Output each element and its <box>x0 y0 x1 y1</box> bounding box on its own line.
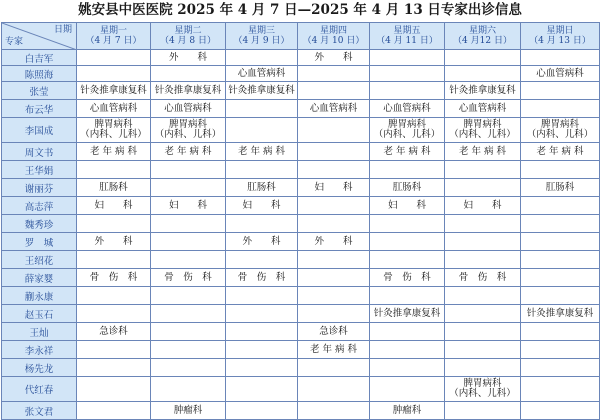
department-label: 骨 伤 科 <box>89 271 138 283</box>
schedule-cell <box>77 305 151 323</box>
schedule-cell <box>77 287 151 305</box>
date-label: （4 月 8 日） <box>159 36 217 46</box>
schedule-cell <box>370 118 445 143</box>
doctor-name: 薛家婴 <box>2 269 77 287</box>
schedule-cell <box>445 66 521 82</box>
table-row <box>2 161 600 179</box>
doctor-name: 代红春 <box>2 377 77 402</box>
schedule-cell <box>226 100 298 118</box>
schedule-table <box>1 22 600 420</box>
schedule-cell <box>226 251 298 269</box>
department-label: 肿瘤科 <box>173 404 203 416</box>
schedule-cell <box>521 179 600 197</box>
schedule-cell <box>370 341 445 359</box>
schedule-cell <box>77 269 151 287</box>
schedule-cell <box>370 50 445 66</box>
department-label: 外 科 <box>94 235 133 247</box>
department-label: 脾胃病科 （内科、儿科） <box>80 119 147 140</box>
table-row <box>2 66 600 82</box>
schedule-cell <box>298 215 370 233</box>
schedule-cell <box>151 269 226 287</box>
header-day-6 <box>445 23 521 50</box>
schedule-cell <box>77 179 151 197</box>
schedule-cell <box>298 233 370 251</box>
department-label: 老 年 病 科 <box>536 145 584 157</box>
schedule-cell <box>77 161 151 179</box>
schedule-cell <box>445 341 521 359</box>
department-label: 心血管病科 <box>536 67 584 79</box>
header-day-1 <box>77 23 151 50</box>
schedule-cell <box>226 341 298 359</box>
table-row <box>2 269 600 287</box>
schedule-cell <box>521 305 600 323</box>
department-label: 肛肠科 <box>392 181 422 193</box>
schedule-cell <box>521 161 600 179</box>
schedule-cell <box>226 118 298 143</box>
schedule-cell <box>77 377 151 402</box>
schedule-cell <box>151 100 226 118</box>
doctor-name: 王绍花 <box>2 251 77 269</box>
schedule-cell <box>226 233 298 251</box>
department-label: 急诊科 <box>99 325 128 337</box>
department-label: 肛肠科 <box>99 181 128 193</box>
schedule-cell <box>370 377 445 402</box>
department-label: 外 科 <box>242 235 281 247</box>
schedule-cell <box>151 66 226 82</box>
department-label: 老 年 病 科 <box>309 343 358 355</box>
schedule-cell <box>298 305 370 323</box>
schedule-cell <box>370 143 445 161</box>
schedule-cell <box>445 287 521 305</box>
doctor-name: 罗 城 <box>2 233 77 251</box>
date-label: （4 月 7 日） <box>85 36 142 46</box>
department-label: 肛肠科 <box>247 181 276 193</box>
date-label: 日期 <box>53 25 72 35</box>
table-row <box>2 323 600 341</box>
department-label: 外 科 <box>168 51 207 63</box>
department-label: 妇 科 <box>314 181 353 193</box>
schedule-cell <box>445 251 521 269</box>
department-label: 心血管病科 <box>164 102 212 114</box>
schedule-cell <box>521 215 600 233</box>
schedule-cell <box>298 197 370 215</box>
department-label: 心血管病科 <box>89 102 138 114</box>
schedule-cell <box>226 82 298 100</box>
department-label: 外 科 <box>314 235 353 247</box>
schedule-cell <box>298 287 370 305</box>
header-day-4 <box>298 23 370 50</box>
date-label: （4 月 11 日） <box>376 36 438 46</box>
schedule-cell <box>151 305 226 323</box>
department-label: 针灸推拿康复科 <box>154 84 222 96</box>
date-label: （4 月 13 日） <box>529 36 591 46</box>
schedule-cell <box>521 377 600 402</box>
header-corner <box>2 23 77 50</box>
schedule-cell <box>370 251 445 269</box>
table-row <box>2 179 600 197</box>
schedule-cell <box>226 179 298 197</box>
schedule-cell <box>521 402 600 420</box>
schedule-cell <box>77 215 151 233</box>
schedule-cell <box>226 323 298 341</box>
weekday-label: 星期三 <box>247 26 275 36</box>
weekday-label: 星期二 <box>174 26 202 36</box>
schedule-cell <box>370 305 445 323</box>
schedule-cell <box>521 341 600 359</box>
department-label: 妇 科 <box>387 199 426 211</box>
department-label: 老 年 病 科 <box>89 145 138 157</box>
schedule-cell <box>77 100 151 118</box>
weekday-label: 星期五 <box>393 26 421 36</box>
schedule-cell <box>445 215 521 233</box>
table-row <box>2 341 600 359</box>
schedule-cell <box>521 66 600 82</box>
department-label: 针灸推拿康复科 <box>526 307 594 319</box>
schedule-cell <box>521 197 600 215</box>
schedule-cell <box>370 179 445 197</box>
schedule-cell <box>77 402 151 420</box>
table-row <box>2 359 600 377</box>
department-label: 外 科 <box>314 51 353 63</box>
schedule-cell <box>151 251 226 269</box>
schedule-cell <box>151 402 226 420</box>
schedule-cell <box>445 305 521 323</box>
department-label: 针灸推拿康复科 <box>449 84 516 96</box>
schedule-cell <box>445 50 521 66</box>
schedule-cell <box>226 215 298 233</box>
table-row <box>2 402 600 420</box>
schedule-cell <box>370 359 445 377</box>
schedule-cell <box>298 269 370 287</box>
doctor-label: 专家 <box>5 37 24 47</box>
schedule-cell <box>226 197 298 215</box>
table-row <box>2 287 600 305</box>
schedule-cell <box>77 341 151 359</box>
schedule-cell <box>77 233 151 251</box>
schedule-cell <box>370 269 445 287</box>
doctor-name: 蒯永康 <box>2 287 77 305</box>
table-row <box>2 100 600 118</box>
schedule-cell <box>445 161 521 179</box>
department-label: 老 年 病 科 <box>164 145 212 157</box>
schedule-cell <box>298 323 370 341</box>
schedule-cell <box>298 50 370 66</box>
weekday-label: 星期日 <box>546 26 574 36</box>
schedule-cell <box>445 179 521 197</box>
schedule-cell <box>298 377 370 402</box>
department-label: 老 年 病 科 <box>383 145 431 157</box>
table-row <box>2 215 600 233</box>
department-label: 骨 伤 科 <box>164 271 212 283</box>
header-day-5 <box>370 23 445 50</box>
schedule-cell <box>226 143 298 161</box>
department-label: 心血管病科 <box>458 102 507 114</box>
schedule-cell <box>521 82 600 100</box>
schedule-cell <box>151 287 226 305</box>
date-label: （4 月 9 日） <box>233 36 290 46</box>
doctor-name: 赵玉石 <box>2 305 77 323</box>
department-label: 脾胃病科 （内科、儿科） <box>526 119 594 140</box>
schedule-cell <box>521 50 600 66</box>
table-row <box>2 251 600 269</box>
schedule-cell <box>370 323 445 341</box>
header-day-3 <box>226 23 298 50</box>
department-label: 针灸推拿康复科 <box>228 84 295 96</box>
department-label: 心血管病科 <box>237 67 286 79</box>
schedule-cell <box>298 82 370 100</box>
doctor-name: 李国成 <box>2 118 77 143</box>
schedule-cell <box>151 341 226 359</box>
weekday-label: 星期一 <box>99 26 127 36</box>
schedule-cell <box>77 251 151 269</box>
table-row <box>2 143 600 161</box>
schedule-cell <box>370 287 445 305</box>
doctor-name: 张莹 <box>2 82 77 100</box>
doctor-name: 王灿 <box>2 323 77 341</box>
schedule-cell <box>521 323 600 341</box>
schedule-cell <box>77 359 151 377</box>
schedule-cell <box>370 402 445 420</box>
department-label: 心血管病科 <box>383 102 431 114</box>
schedule-cell <box>226 377 298 402</box>
department-label: 脾胃病科 （内科、儿科） <box>449 119 516 140</box>
schedule-cell <box>151 82 226 100</box>
department-label: 老 年 病 科 <box>237 145 286 157</box>
header-day-7 <box>521 23 600 50</box>
schedule-cell <box>445 100 521 118</box>
table-row <box>2 305 600 323</box>
schedule-cell <box>521 251 600 269</box>
schedule-cell <box>445 197 521 215</box>
schedule-cell <box>445 143 521 161</box>
schedule-cell <box>226 402 298 420</box>
department-label: 骨 伤 科 <box>458 271 507 283</box>
schedule-cell <box>445 233 521 251</box>
schedule-cell <box>370 197 445 215</box>
doctor-name: 魏秀珍 <box>2 215 77 233</box>
schedule-cell <box>151 377 226 402</box>
date-label: （4 月 10 日） <box>302 36 365 46</box>
department-label: 妇 科 <box>168 199 207 211</box>
schedule-cell <box>298 66 370 82</box>
department-label: 妇 科 <box>94 199 133 211</box>
department-label: 妇 科 <box>463 199 502 211</box>
schedule-cell <box>226 305 298 323</box>
department-label: 急诊科 <box>319 325 348 337</box>
doctor-name: 白吉军 <box>2 50 77 66</box>
schedule-cell <box>370 82 445 100</box>
department-label: 脾胃病科 （内科、儿科） <box>154 119 222 140</box>
schedule-cell <box>226 287 298 305</box>
doctor-name: 张文君 <box>2 402 77 420</box>
schedule-cell <box>521 118 600 143</box>
department-label: 脾胃病科 （内科、儿科） <box>449 378 516 399</box>
department-label: 肿瘤科 <box>392 404 422 416</box>
schedule-cell <box>298 100 370 118</box>
department-label: 骨 伤 科 <box>383 271 431 283</box>
schedule-cell <box>298 359 370 377</box>
weekday-label: 星期四 <box>319 26 347 36</box>
schedule-cell <box>445 82 521 100</box>
doctor-name: 布云华 <box>2 100 77 118</box>
doctor-name: 王华娟 <box>2 161 77 179</box>
schedule-cell <box>370 215 445 233</box>
department-label: 针灸推拿康复科 <box>80 84 147 96</box>
schedule-cell <box>151 197 226 215</box>
doctor-name: 高志萍 <box>2 197 77 215</box>
doctor-name: 杨先龙 <box>2 359 77 377</box>
schedule-cell <box>521 269 600 287</box>
schedule-cell <box>151 50 226 66</box>
schedule-cell <box>445 402 521 420</box>
schedule-cell <box>77 66 151 82</box>
weekday-label: 星期六 <box>468 26 496 36</box>
table-row <box>2 377 600 402</box>
schedule-cell <box>521 233 600 251</box>
schedule-cell <box>521 359 600 377</box>
doctor-name: 谢丽芬 <box>2 179 77 197</box>
schedule-cell <box>445 269 521 287</box>
schedule-cell <box>151 323 226 341</box>
schedule-cell <box>151 161 226 179</box>
schedule-cell <box>370 161 445 179</box>
schedule-cell <box>370 233 445 251</box>
department-label: 针灸推拿康复科 <box>373 307 441 319</box>
schedule-cell <box>370 100 445 118</box>
schedule-cell <box>521 287 600 305</box>
department-label: 肛肠科 <box>545 181 575 193</box>
schedule-cell <box>298 143 370 161</box>
department-label: 妇 科 <box>242 199 281 211</box>
schedule-cell <box>77 197 151 215</box>
header-row <box>2 23 600 50</box>
schedule-cell <box>298 161 370 179</box>
doctor-name: 李永祥 <box>2 341 77 359</box>
schedule-cell <box>77 323 151 341</box>
doctor-name: 陈照海 <box>2 66 77 82</box>
table-row <box>2 50 600 66</box>
doctor-name: 周文书 <box>2 143 77 161</box>
schedule-cell <box>226 66 298 82</box>
schedule-cell <box>151 359 226 377</box>
table-row <box>2 82 600 100</box>
schedule-cell <box>151 179 226 197</box>
page-title: 姚安县中医医院 2025 年 4 月 7 日—2025 年 4 月 13 日专家出诊信息 <box>78 2 522 18</box>
schedule-cell <box>298 118 370 143</box>
schedule-cell <box>77 118 151 143</box>
table-row <box>2 197 600 215</box>
schedule-cell <box>151 118 226 143</box>
schedule-cell <box>298 251 370 269</box>
schedule-cell <box>521 100 600 118</box>
schedule-cell <box>445 359 521 377</box>
schedule-cell <box>298 179 370 197</box>
schedule-cell <box>77 143 151 161</box>
schedule-cell <box>370 66 445 82</box>
schedule-cell <box>151 233 226 251</box>
department-label: 心血管病科 <box>309 102 358 114</box>
schedule-cell <box>298 402 370 420</box>
schedule-cell <box>226 161 298 179</box>
schedule-cell <box>226 359 298 377</box>
table-row <box>2 118 600 143</box>
schedule-cell <box>77 50 151 66</box>
schedule-cell <box>521 143 600 161</box>
schedule-cell <box>445 118 521 143</box>
schedule-cell <box>226 50 298 66</box>
schedule-cell <box>77 82 151 100</box>
department-label: 脾胃病科 （内科、儿科） <box>373 119 441 140</box>
schedule-cell <box>151 143 226 161</box>
date-label: （4 月12 日） <box>453 36 512 46</box>
schedule-cell <box>445 323 521 341</box>
department-label: 骨 伤 科 <box>237 271 286 283</box>
table-row <box>2 233 600 251</box>
schedule-cell <box>445 377 521 402</box>
header-day-2 <box>151 23 226 50</box>
department-label: 老 年 病 科 <box>458 145 507 157</box>
schedule-cell <box>298 341 370 359</box>
schedule-cell <box>226 269 298 287</box>
schedule-cell <box>151 215 226 233</box>
